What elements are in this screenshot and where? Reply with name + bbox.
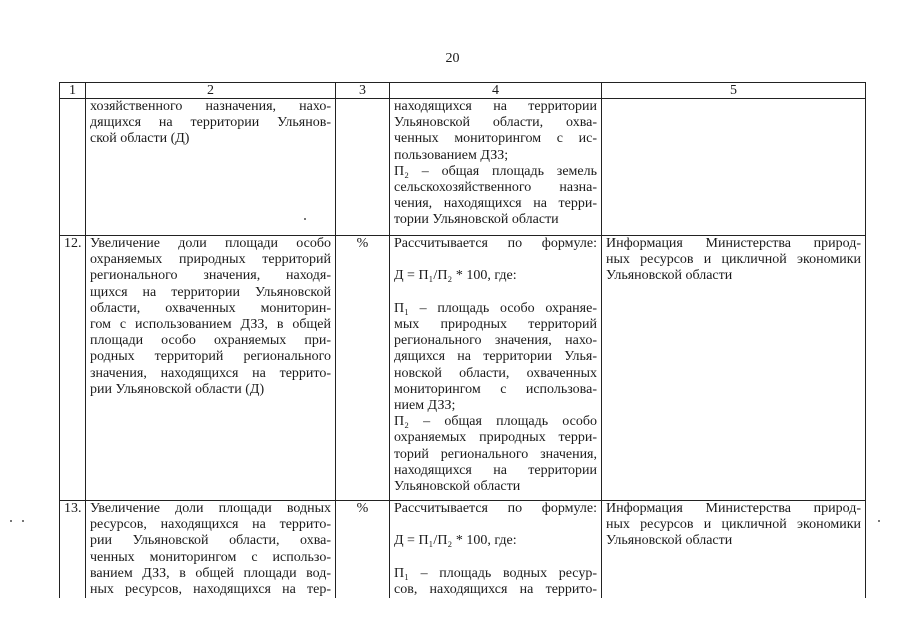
text-line: ченных мониторингом с ис-: [394, 131, 597, 147]
text-line: родных территорий регионального: [90, 349, 331, 365]
text-line: сов, находящихся на террито-: [394, 581, 597, 597]
indicator-cell: [86, 236, 336, 501]
text-line: значения, находящихся на террито-: [90, 365, 331, 381]
indicators-table: [59, 82, 866, 598]
text-line: ных ресурсов и цикличной экономики: [606, 252, 861, 268]
header-row: [60, 83, 866, 99]
header-cell-1: 1: [60, 83, 86, 99]
text-line: сельскохозяйственного назна-: [394, 180, 597, 196]
text-line: хозяйственного назначения, нахо-: [90, 99, 331, 114]
text-line: дящихся на территории Ульянов-: [90, 115, 331, 131]
header-cell-2: 2: [86, 83, 336, 99]
text-line: торий регионального значения,: [394, 446, 597, 462]
text-line: рии Ульяновской области (Д): [90, 381, 265, 397]
text-line: ресурсов, находящихся на террито-: [90, 517, 331, 533]
text-line: находящихся на территории: [394, 99, 597, 114]
formula: Д = П₁/П₂ * 100, где:: [394, 268, 517, 284]
text-line: охраняемых природных терри-: [394, 430, 597, 446]
method-cell: [390, 236, 602, 501]
text-line: новской области, охваченных: [394, 365, 597, 381]
text-line: Ульяновской области: [606, 268, 733, 284]
text-line: Ульяновской области: [394, 479, 521, 495]
table-row: [60, 501, 866, 599]
text-line: ных ресурсов и цикличной экономики: [606, 517, 861, 533]
method-cell: [390, 501, 602, 599]
text-line: регионального значения, нахо-: [394, 333, 597, 349]
header-cell-4: 4: [390, 83, 602, 99]
method-intro: Рассчитывается по формуле:: [394, 236, 597, 251]
text-line: рии Ульяновской области, охва-: [90, 533, 331, 549]
text-line: П₁ – площадь водных ресур-: [394, 565, 597, 581]
text-line: регионального значения, находя-: [90, 268, 331, 284]
text-line: Ульяновской области, охва-: [394, 115, 597, 131]
indicator-cell: [86, 99, 336, 236]
text-line: Ульяновской области: [606, 533, 733, 549]
formula: Д = П₁/П₂ * 100, где:: [394, 533, 517, 549]
indicator-cell: [86, 501, 336, 599]
scan-speck: [878, 520, 880, 522]
text-line: П₁ – площадь особо охраняе-: [394, 300, 597, 316]
text-line: ванием ДЗЗ, в общей площади вод-: [90, 565, 331, 581]
unit-cell: %: [336, 501, 390, 599]
text-line: П₂ – общая площадь земель: [394, 163, 597, 179]
text-line: чения, находящихся на терри-: [394, 196, 597, 212]
table-row: [60, 236, 866, 501]
text-line: Информация Министерства природ-: [606, 236, 861, 251]
row-number: 13.: [60, 501, 86, 599]
text-line: гом с использованием ДЗЗ, в общей: [90, 317, 331, 333]
text-line: Увеличение доли площади особо: [90, 236, 331, 251]
text-line: ных ресурсов, находящихся на тер-: [90, 582, 331, 598]
text-line: Увеличение доли площади водных: [90, 501, 331, 516]
text-line: мых природных территорий: [394, 316, 597, 332]
row-number: 12.: [60, 236, 86, 501]
scan-speck: [304, 218, 306, 220]
row-number: [60, 99, 86, 236]
method-cell: [390, 99, 602, 236]
text-line: Информация Министерства природ-: [606, 501, 861, 516]
page-number: 20: [445, 51, 460, 66]
source-cell: [602, 236, 866, 501]
text-line: охраняемых природных территорий: [90, 252, 331, 268]
method-intro: Рассчитывается по формуле:: [394, 501, 597, 516]
text-line: тории Ульяновской области: [394, 212, 559, 228]
header-cell-5: 5: [602, 83, 866, 99]
text-line: ской области (Д): [90, 131, 190, 147]
unit-cell: %: [336, 236, 390, 501]
text-line: площади особо охраняемых при-: [90, 333, 331, 349]
text-line: нием ДЗЗ;: [394, 398, 456, 413]
text-line: щихся на территории Ульяновской: [90, 284, 331, 300]
text-line: П₂ – общая площадь особо: [394, 414, 597, 430]
text-line: области, охваченных мониторин-: [90, 300, 331, 316]
text-line: ченных мониторингом с использо-: [90, 549, 331, 565]
unit-cell: [336, 99, 390, 236]
table-row: [60, 99, 866, 236]
text-line: мониторингом с использова-: [394, 381, 597, 397]
text-line: пользованием ДЗЗ;: [394, 147, 509, 163]
scan-speck: [22, 520, 24, 522]
source-cell: [602, 501, 866, 599]
source-cell: [602, 99, 866, 236]
scan-speck: [10, 520, 12, 522]
header-cell-3: 3: [336, 83, 390, 99]
text-line: дящихся на территории Улья-: [394, 349, 597, 365]
text-line: находящихся на территории: [394, 462, 597, 478]
